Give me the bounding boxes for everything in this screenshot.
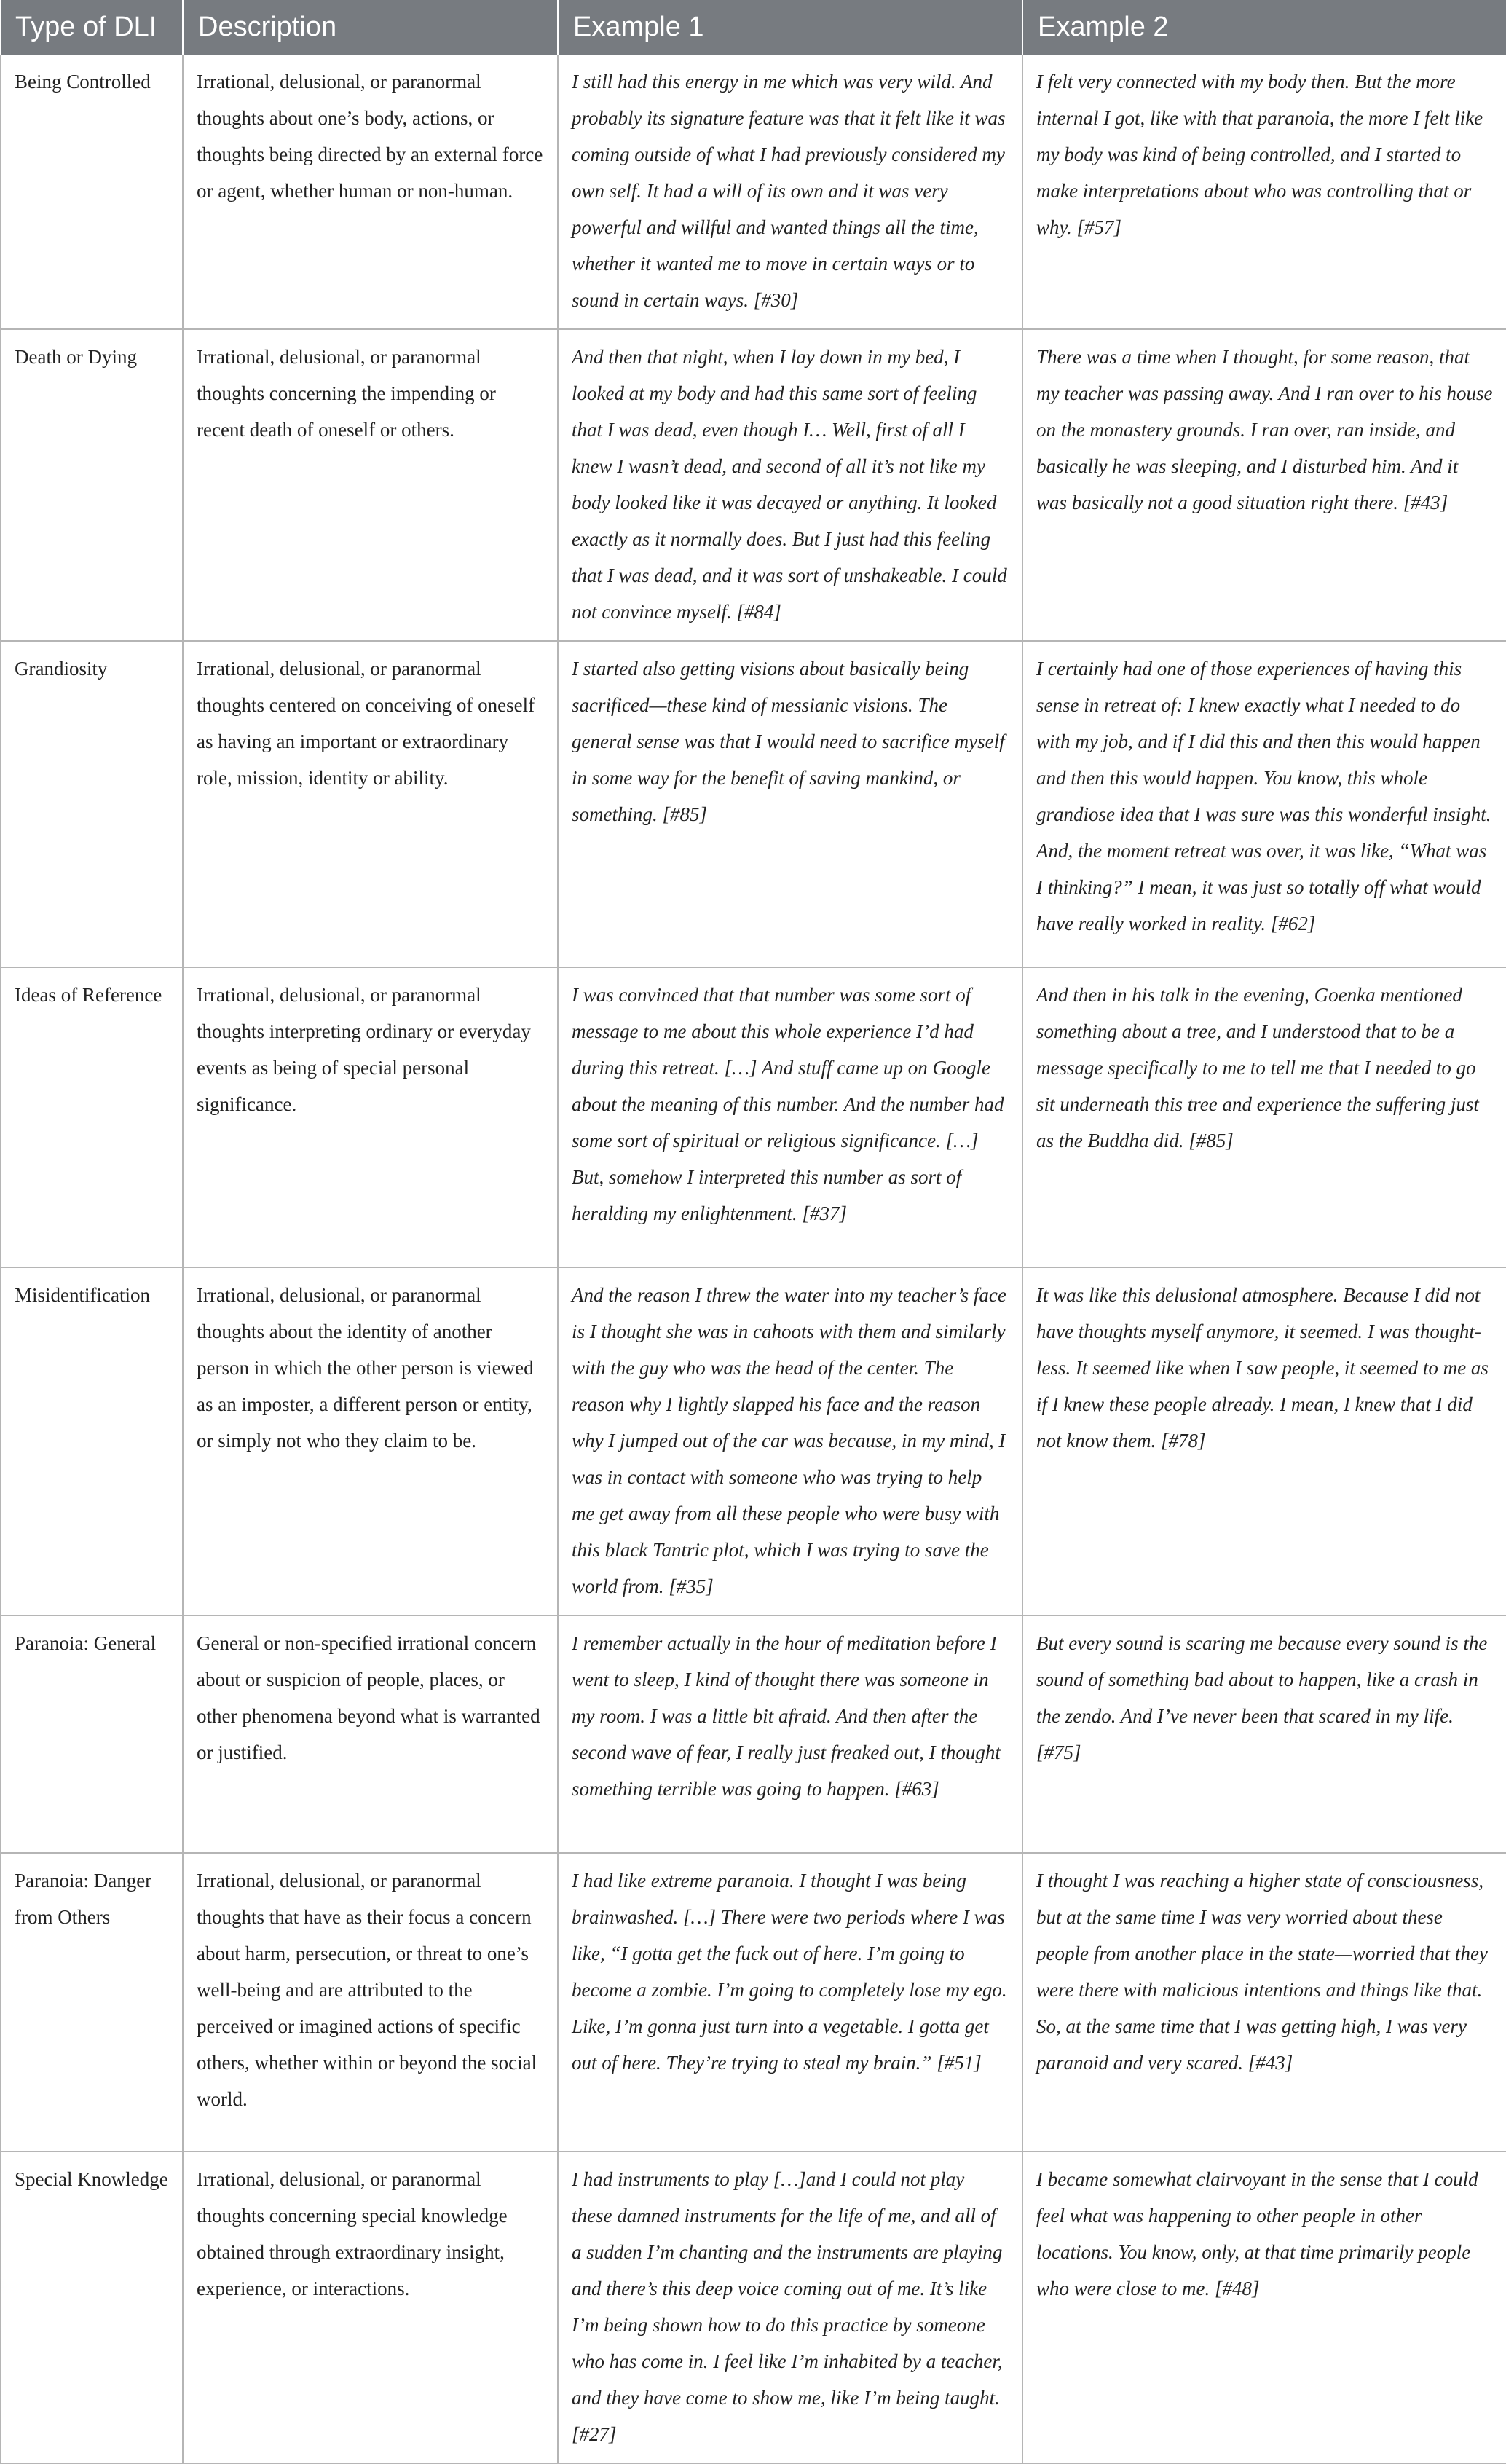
cell-example-2: There was a time when I thought, for some reason, that my teacher was passing away. And I ran over to his house on the monastery grounds. I ran over, ran inside, and basically he was sleeping, and I disturbed him. And it was basically not a good situation right there. [#43] <box>1022 329 1506 641</box>
cell-example-2: I certainly had one of those experiences of having this sense in retreat of: I knew exactly what I needed to do with my job, and if I did this and then this would happen and then this would happen. You know, this whole grandiose idea that I was sure was this wonderful insight. And, the moment retreat was over, it was like, “What was I thinking?” I mean, it was just so totally off what would have really worked in reality. [#62] <box>1022 641 1506 967</box>
cell-example-1: I started also getting visions about basically being sacrificed—these kind of messianic visions. The general sense was that I would need to sacrifice myself in some way for the benefit of saving mankind, or something. [#85] <box>558 641 1022 967</box>
header-description: Description <box>183 0 558 55</box>
cell-type: Grandiosity <box>1 641 183 967</box>
cell-example-1: I was convinced that that number was some sort of message to me about this whole experience I’d had during this retreat. […] And stuff came up on Google about the meaning of this number. And the number had some sort of spiritual or religious significance. […] But, somehow I interpreted this number as sort of heralding my enlightenment. [#37] <box>558 967 1022 1267</box>
table-row <box>1 55 1506 329</box>
cell-example-1: I still had this energy in me which was very wild. And probably its signature feature was that it felt like it was coming outside of what I had previously considered my own self. It had a will of its own and it was very powerful and willful and wanted things all the time, whether it wanted me to move in certain ways or to sound in certain ways. [#30] <box>558 55 1022 329</box>
cell-example-2: I thought I was reaching a higher state of consciousness, but at the same time I was very worried about these people from another place in the state—worried that they were there with malicious intentions and things like that. So, at the same time that I was getting high, I was very paranoid and very scared. [#43] <box>1022 1853 1506 2152</box>
cell-example-2: And then in his talk in the evening, Goenka mentioned something about a tree, and I understood that to be a message specifically to me to tell me that I needed to go sit underneath this tree and experience the suffering just as the Buddha did. [#85] <box>1022 967 1506 1267</box>
cell-description: Irrational, delusional, or paranormal thoughts centered on conceiving of oneself as having an important or extraordinary role, mission, identity or ability. <box>183 641 558 967</box>
cell-type: Being Controlled <box>1 55 183 329</box>
cell-type: Misidentification <box>1 1267 183 1615</box>
cell-example-2: It was like this delusional atmosphere. Because I did not have thoughts myself anymore, it seemed. I was thought-less. It seemed like when I saw people, it seemed to me as if I knew these people already. I mean, I knew that I did not know them. [#78] <box>1022 1267 1506 1615</box>
cell-example-1: I remember actually in the hour of meditation before I went to sleep, I kind of thought there was someone in my room. I was a little bit afraid. And then after the second wave of fear, I really just freaked out, I thought something terrible was going to happen. [#63] <box>558 1615 1022 1853</box>
cell-type: Paranoia: Danger from Others <box>1 1853 183 2152</box>
table-row <box>1 1267 1506 1615</box>
cell-type: Death or Dying <box>1 329 183 641</box>
table-row <box>1 329 1506 641</box>
table-row <box>1 1615 1506 1853</box>
cell-example-1: I had like extreme paranoia. I thought I was being brainwashed. […] There were two periods where I was like, “I gotta get the fuck out of here. I’m going to become a zombie. I’m going to completely lose my ego. Like, I’m gonna just turn into a vegetable. I gotta get out of here. They’re trying to steal my brain.” [#51] <box>558 1853 1022 2152</box>
cell-type: Paranoia: General <box>1 1615 183 1853</box>
header-type: Type of DLI <box>15 12 157 42</box>
cell-description: Irrational, delusional, or paranormal thoughts concerning special knowledge obtained through extraordinary insight, experience, or interactions. <box>183 2152 558 2463</box>
cell-example-1: I had instruments to play […]and I could not play these damned instruments for the life of me, and all of a sudden I’m chanting and the instruments are playing and there’s this deep voice coming out of me. It’s like I’m being shown how to do this practice by someone who has come in. I feel like I’m inhabited by a teacher, and they have come to show me, like I’m being taught. [#27] <box>558 2152 1022 2463</box>
table-header <box>1 0 1506 55</box>
table-row <box>1 2152 1506 2463</box>
cell-example-2: But every sound is scaring me because every sound is the sound of something bad about to happen, like a crash in the zendo. And I’ve never been that scared in my life. [#75] <box>1022 1615 1506 1853</box>
header-example-2: Example 2 <box>1022 0 1506 55</box>
cell-type: Ideas of Reference <box>1 967 183 1267</box>
cell-example-2: I felt very connected with my body then. But the more internal I got, like with that paranoia, the more I felt like my body was kind of being controlled, and I started to make interpretations about who was controlling that or why. [#57] <box>1022 55 1506 329</box>
table-row <box>1 967 1506 1267</box>
cell-example-1: And then that night, when I lay down in my bed, I looked at my body and had this same sort of feeling that I was dead, even though I… Well, first of all I knew I wasn’t dead, and second of all it’s not like my body looked like it was decayed or anything. It looked exactly as it normally does. But I just had this feeling that I was dead, and it was sort of unshakeable. I could not convince myself. [#84] <box>558 329 1022 641</box>
cell-description: Irrational, delusional, or paranormal thoughts interpreting ordinary or everyday events as being of special personal significance. <box>183 967 558 1267</box>
cell-example-1: And the reason I threw the water into my teacher’s face is I thought she was in cahoots with them and similarly with the guy who was the head of the center. The reason why I lightly slapped his face and the reason why I jumped out of the car was because, in my mind, I was in contact with someone who was trying to help me get away from all these people who were busy with this black Tantric plot, which I was trying to save the world from. [#35] <box>558 1267 1022 1615</box>
header-row <box>1 0 1506 55</box>
cell-example-2: I became somewhat clairvoyant in the sense that I could feel what was happening to other people in other locations. You know, only, at that time primarily people who were close to me. [#48] <box>1022 2152 1506 2463</box>
cell-description: Irrational, delusional, or paranormal thoughts concerning the impending or recent death of oneself or others. <box>183 329 558 641</box>
cell-description: Irrational, delusional, or paranormal thoughts about one’s body, actions, or thoughts being directed by an external force or agent, whether human or non-human. <box>183 55 558 329</box>
header-example-1: Example 1 <box>558 0 1022 55</box>
table-body <box>1 55 1506 2463</box>
cell-description: General or non-specified irrational concern about or suspicion of people, places, or other phenomena beyond what is warranted or justified. <box>183 1615 558 1853</box>
cell-description: Irrational, delusional, or paranormal thoughts about the identity of another person in which the other person is viewed as an imposter, a different person or entity, or simply not who they claim to be. <box>183 1267 558 1615</box>
table-row <box>1 641 1506 967</box>
table-row <box>1 1853 1506 2152</box>
cell-description: Irrational, delusional, or paranormal thoughts that have as their focus a concern about harm, persecution, or threat to one’s well-being and are attributed to the perceived or imagined actions of specific others, whether within or beyond the social world. <box>183 1853 558 2152</box>
cell-type: Special Knowledge <box>1 2152 183 2463</box>
